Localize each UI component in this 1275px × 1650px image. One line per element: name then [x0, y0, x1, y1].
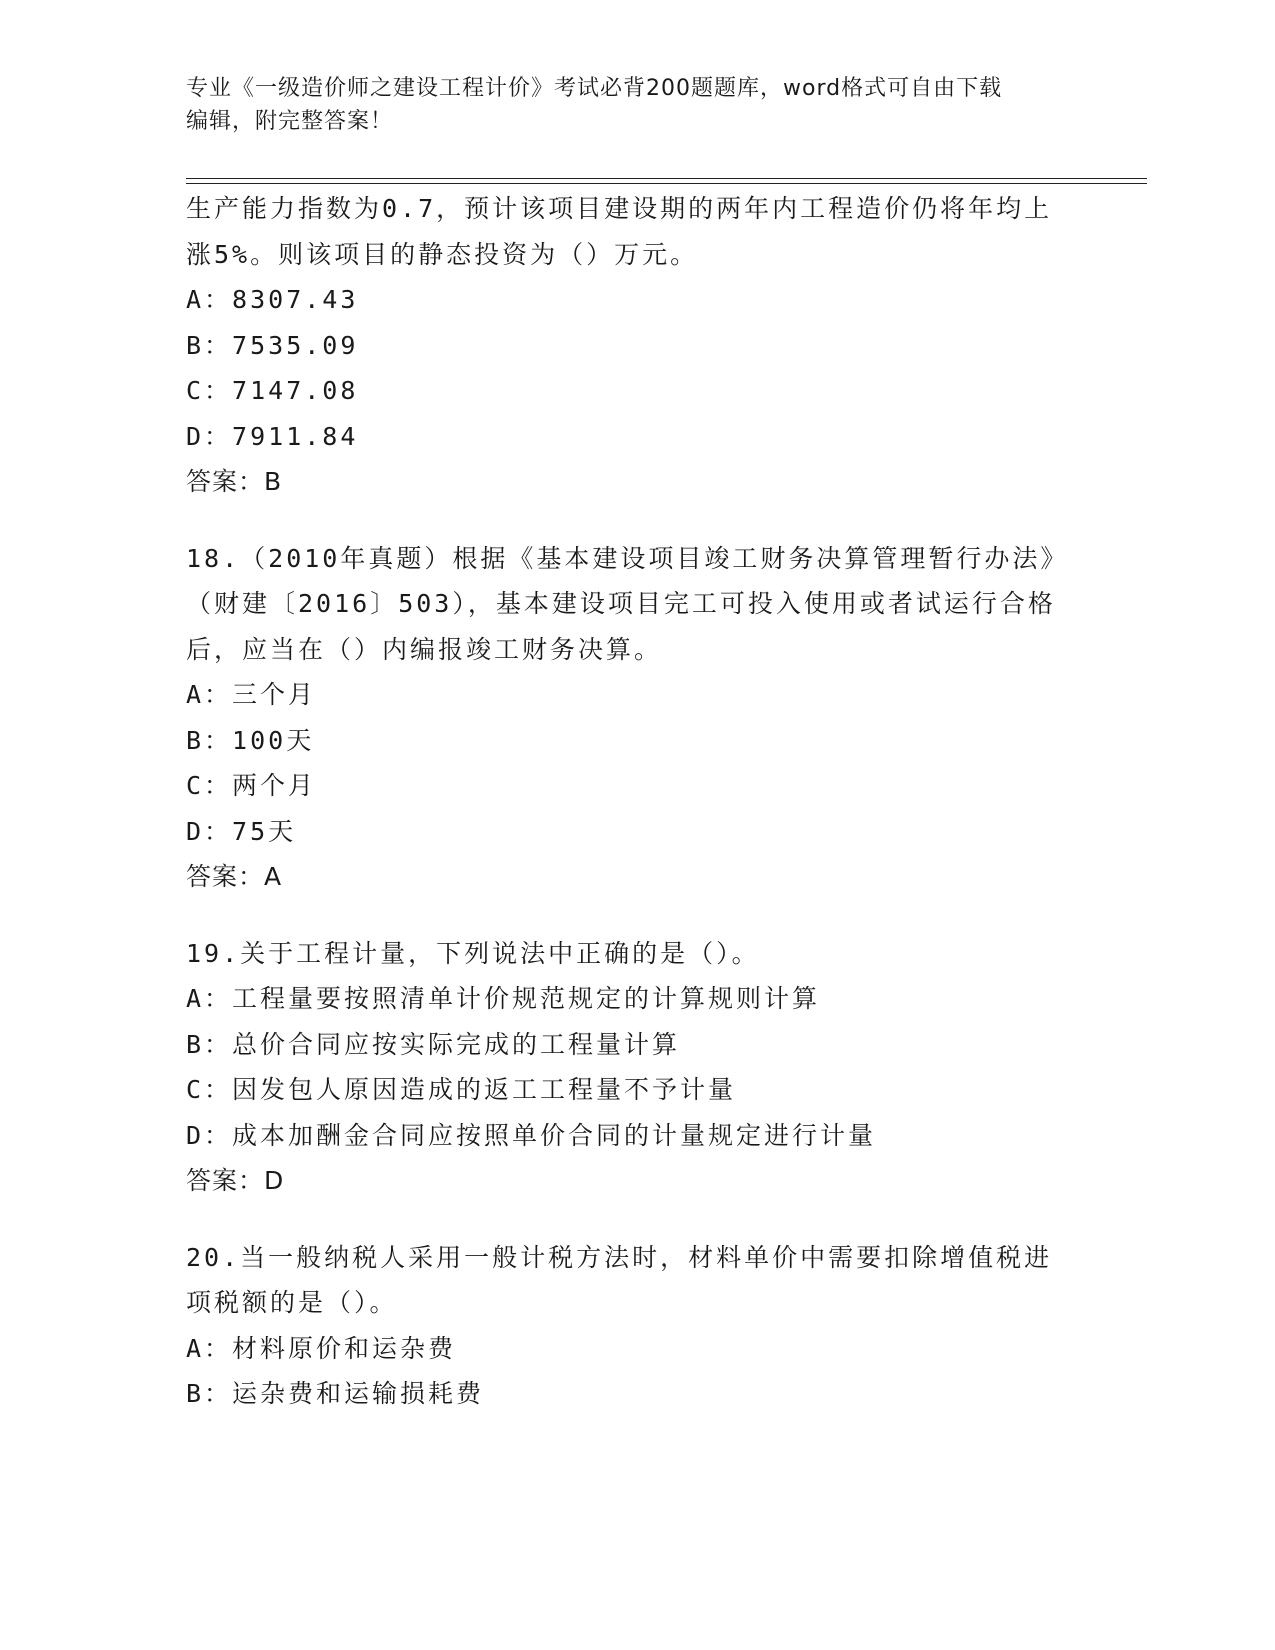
- question-19: [186, 931, 1086, 1204]
- header-line-2: 编辑，附完整答案！: [186, 109, 394, 134]
- header-divider-top: [186, 178, 1147, 179]
- option-c: C：7147.08: [186, 376, 359, 405]
- question-17: [186, 186, 1086, 505]
- question-text-line: （财建〔2016〕503），基本建设项目完工可投入使用或者试运行合格: [186, 589, 1056, 618]
- answer: 答案：B: [186, 467, 283, 496]
- question-20: [186, 1235, 1086, 1417]
- question-text-line: 后，应当在（）内编报竣工财务决算。: [186, 634, 663, 664]
- option-d: D：成本加酬金合同应按照单价合同的计量规定进行计量: [186, 1120, 877, 1150]
- answer: 答案：A: [186, 862, 283, 891]
- document-header: [186, 72, 1086, 138]
- option-a: A：工程量要按照清单计价规范规定的计算规则计算: [186, 984, 821, 1013]
- question-18: [186, 536, 1086, 900]
- option-c: C：两个月: [186, 771, 317, 800]
- option-b: B：100天: [186, 725, 315, 755]
- header-line-1: 专业《一级造价师之建设工程计价》考试必背200题题库，word格式可自由下载: [186, 76, 1003, 101]
- question-text-line: 20.当一般纳税人采用一般计税方法时，材料单价中需要扣除增值税进: [186, 1242, 1053, 1272]
- option-a: A：三个月: [186, 680, 317, 709]
- answer: 答案：D: [186, 1166, 285, 1195]
- option-a: A：8307.43: [186, 285, 359, 314]
- question-text-line: 生产能力指数为0.7，预计该项目建设期的两年内工程造价仍将年均上: [186, 194, 1053, 223]
- question-text-line: 19.关于工程计量，下列说法中正确的是（）。: [186, 938, 760, 968]
- question-text-line: 涨5%。则该项目的静态投资为（）万元。: [186, 239, 699, 269]
- option-c: C：因发包人原因造成的返工工程量不予计量: [186, 1075, 737, 1104]
- option-a: A：材料原价和运杂费: [186, 1333, 457, 1363]
- header-divider-bottom: [186, 183, 1147, 184]
- question-text-line: 项税额的是（）。: [186, 1288, 398, 1317]
- option-b: B：总价合同应按实际完成的工程量计算: [186, 1029, 681, 1059]
- option-d: D：7911.84: [186, 421, 359, 451]
- option-b: B：7535.09: [186, 330, 359, 360]
- option-d: D：75天: [186, 816, 297, 846]
- question-text-line: 18.（2010年真题）根据《基本建设项目竣工财务决算管理暂行办法》: [186, 543, 1069, 573]
- question-list: [186, 186, 1086, 1417]
- option-b: B：运杂费和运输损耗费: [186, 1379, 485, 1408]
